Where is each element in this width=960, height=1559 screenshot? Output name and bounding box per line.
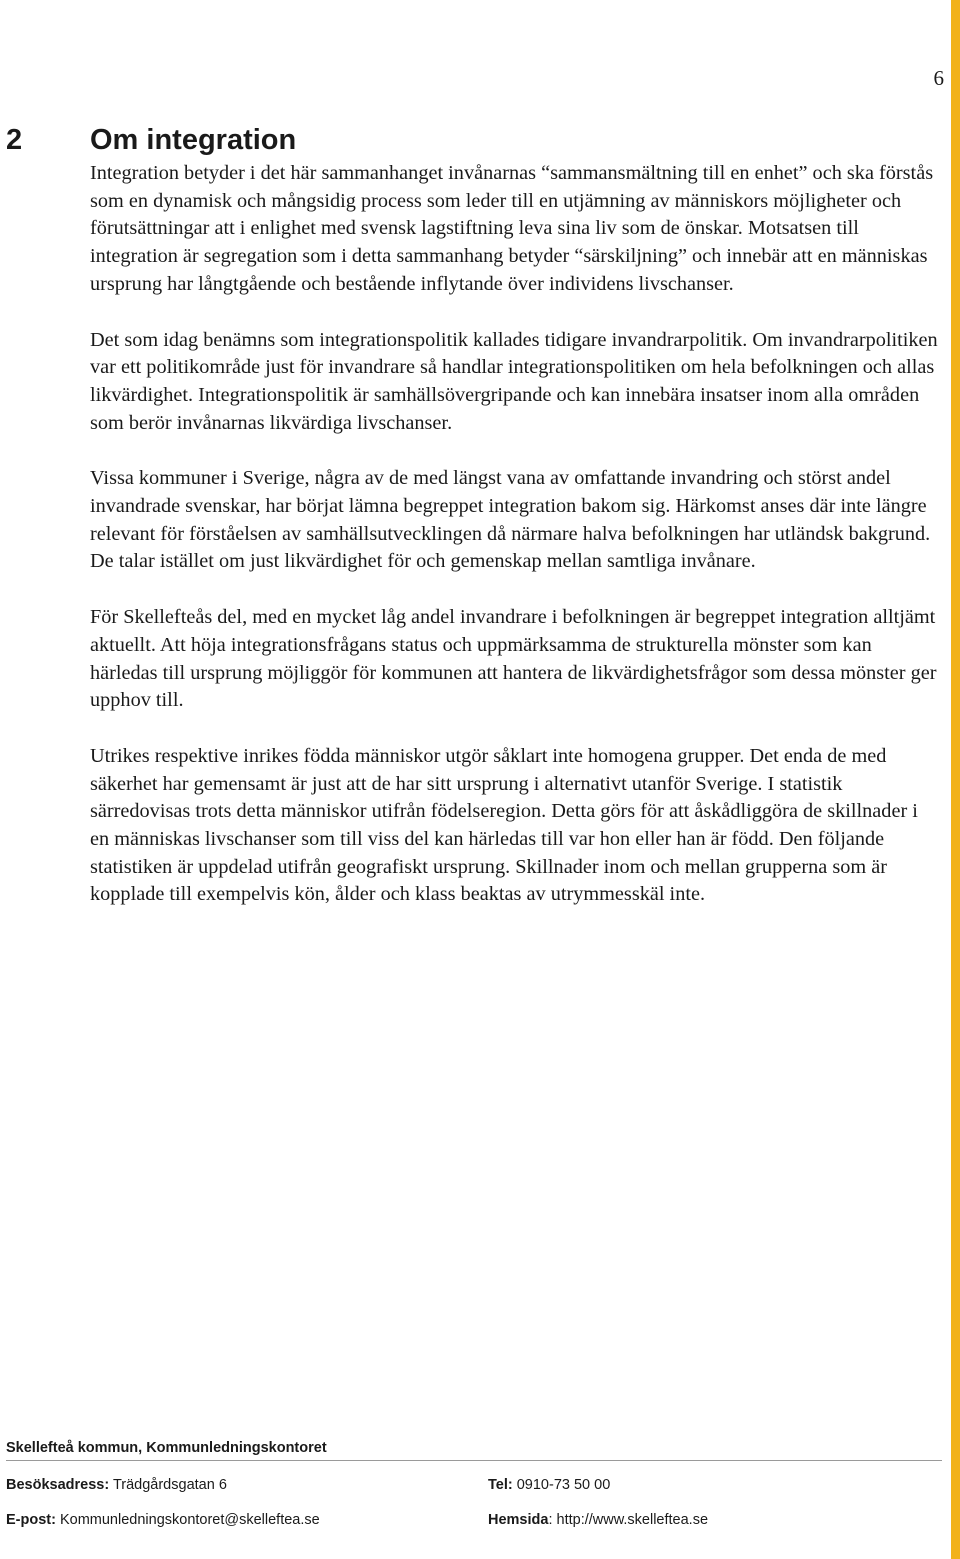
- paragraph: Det som idag benämns som integrationspolitik kallades tidigare invandrarpolitik. Om invandrarpolitiken var ett politikområde just för invandrare så handlar integrationspolitiken om hela befolkningen och allas likvärdighet. Integrationspolitik är samhällsövergripande och kan innebära insatser inom alla områden som berör invånarnas likvärdiga livschanser.: [90, 328, 938, 434]
- paragraph: Utrikes respektive inrikes födda människor utgör såklart inte homogena grupper. Det enda de med säkerhet har gemensamt är just att de har sitt ursprung i alternativt utanför Sverige. I statistik särredovisas trots detta människor utifrån födelseregion. Detta görs för att åskådliggöra de skillnader i en människas livschanser som till viss del kan härledas till var hon eller han är född. Den följande statistiken är uppdelad utifrån geografiskt ursprung. Skillnader inom och mellan grupperna som är kopplade till exempelvis kön, ålder och klass beaktas av utrymmesskäl inte.: [90, 744, 918, 906]
- footer-website: [488, 1512, 708, 1528]
- footer-phone-label: Tel:: [488, 1477, 513, 1493]
- footer-email: [6, 1512, 320, 1528]
- section-heading: [6, 120, 296, 160]
- footer-address-value: Trädgårdsgatan 6: [112, 1477, 227, 1493]
- footer-website-link[interactable]: : http://www.skelleftea.se: [548, 1512, 709, 1528]
- paragraph: För Skellefteås del, med en mycket låg andel invandrare i befolkningen är begreppet integration alltjämt aktuellt. Att höja integrationsfrågans status och uppmärksamma de strukturella mönster som kan härledas till ursprung möjliggör för kommunen att hantera de likvärdighetsfrågor som dessa mönster ger upphov till.: [90, 606, 937, 712]
- footer-website-label: Hemsida: [488, 1512, 549, 1528]
- footer-phone: [488, 1477, 610, 1493]
- accent-bar: [951, 0, 960, 1559]
- footer-organization: Skellefteå kommun, Kommunledningskontoret: [6, 1440, 327, 1456]
- footer-phone-value: 0910-73 50 00: [516, 1477, 611, 1493]
- footer-email-label: E-post:: [6, 1512, 56, 1528]
- section-number: 2: [6, 124, 23, 156]
- paragraph: Integration betyder i det här sammanhanget invånarnas “sammansmältning till en enhet” och ska förstås som en dynamisk och mångsidig process som leder till en utjämning av människors möjligheter och förutsättningar att i enlighet med svensk lagstiftning leva sina liv som de önskar. Motsatsen till integration är segregation som i detta sammanhang betyder “särskiljning” och innebär att en människas ursprung har långtgående och bestående inflytande över individens livschanser.: [90, 162, 934, 295]
- section-title: Om integration: [90, 124, 297, 156]
- footer-divider: [6, 1460, 942, 1461]
- body-text: [90, 160, 940, 937]
- footer-address: [6, 1477, 227, 1493]
- paragraph: Vissa kommuner i Sverige, några av de med längst vana av omfattande invandring och störst andel invandrade svenskar, har börjat lämna begreppet integration bakom sig. Härkomst anses där inte längre relevant för förståelsen av samhällsutvecklingen då närmare halva befolkningen har utländsk bakgrund. De talar istället om just likvärdighet för och gemenskap mellan samtliga invånare.: [90, 467, 931, 573]
- page-number: 6: [933, 66, 944, 90]
- footer-address-label: Besöksadress:: [6, 1477, 110, 1493]
- footer-email-link[interactable]: Kommunledningskontoret@skelleftea.se: [59, 1512, 320, 1528]
